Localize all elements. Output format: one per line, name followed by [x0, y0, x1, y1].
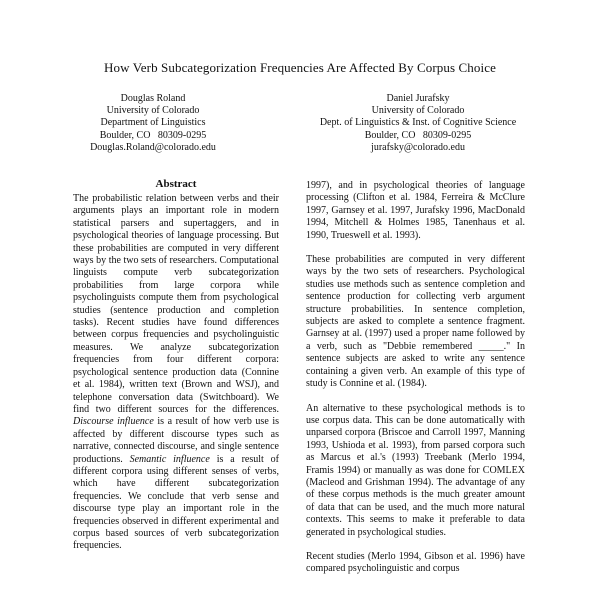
author-address: Boulder, CO 80309-0295 [364, 129, 472, 141]
abstract-text-part1: The probabilistic relation between verbs and their arguments plays an important role in modern statistical parsers and supertaggers, and in psychological theories of language processing. But these probabilities are computed in very different ways by the two sets of researchers. Computational linguists compute verb subcategorization probabilities from large corpora while psycholinguists compute them from psychological studies (sentence production and completion tasks). Recent studies have found differences between corpus frequencies and psycholinguistic measures. We analyze subcategorization frequencies from four different corpora: psychological sentence production data (Connine et al. 1984), written text (Brown and WSJ), and telephone conversation data (Switchboard). We find two different sources for the differences. [73, 193, 279, 415]
author-department: Dept. of Linguistics & Inst. of Cognitive Science [319, 117, 517, 129]
abstract-text-part3: is a result of different corpora using different senses of verbs, which have different subcategorization frequencies. We conclude that verb sense and discourse type play an important role in the frequencies observed in different experimental and corpus based sources of verb subcategorization frequencies. [73, 453, 280, 552]
author-affiliation: University of Colorado [371, 105, 465, 117]
author-email[interactable]: Douglas.Roland@colorado.edu [90, 141, 216, 153]
author-email[interactable]: jurafsky@colorado.edu [371, 141, 465, 153]
author-block-1 [68, 93, 238, 154]
abstract-column [73, 193, 279, 553]
author-address: Boulder, CO 80309-0295 [99, 129, 207, 141]
body-paragraph-3: An alternative to these psychological methods is to use corpus data. This can be done automatically with unparsed corpora (Briscoe and Carroll 1997, Manning 1993, Ushioda et al. 1993), from parsed corpora such as Marcus et al.'s (1993) Treebank (Merlo 1994, Framis 1994) or manually as was done for COMLEX (Macleod and Grishman 1994). The advantage of any of these corpus methods is the much greater amount of data that can be used, and the much more natural contexts. This seems to make it preferable to data generated in psychological studies. [306, 402, 525, 538]
abstract-term-discourse: Discourse influence [73, 416, 154, 428]
abstract-paragraph [73, 193, 279, 553]
body-paragraph-2: These probabilities are computed in very different ways by the two sets of researchers. Psychological studies use methods such as sentence completion and sentence production for collecting verb argument structure probabilities. In sentence completion, subjects are asked to complete a sentence fragment. Garnsey at al. (1997) used a proper name followed by a verb, such as "Debbie remembered _____." In sentence subjects are asked to write any sentence containing a given verb. An example of this type of study is Connine et al. (1984). [306, 254, 525, 390]
author-name: Daniel Jurafsky [386, 93, 450, 104]
body-column-right [306, 180, 525, 576]
body-paragraph-1: 1997), and in psychological theories of language processing (Clifton et al. 1984, Ferreira & McClure 1997, Garnsey et al. 1997, Jurafsky 1996, MacDonald 1994, Mitchell & Holmes 1985, Tanenhaus et al. 1990, Trueswell et al. 1993). [306, 180, 525, 241]
abstract-term-semantic: Semantic influence [129, 453, 210, 465]
body-paragraph-4: Recent studies (Merlo 1994, Gibson et al. 1996) have compared psycholinguistic and corpus [306, 550, 525, 575]
abstract-heading: Abstract [155, 178, 197, 190]
author-block-2 [268, 93, 568, 154]
paper-title: How Verb Subcategorization Frequencies Are Affected By Corpus Choice [104, 60, 496, 75]
author-affiliation: University of Colorado [106, 105, 200, 117]
author-department: Department of Linguistics [100, 117, 206, 129]
author-name: Douglas Roland [120, 93, 186, 104]
abstract-text-part2: is a result of how verb use is affected by different discourse types such as narrative, connected discourse, and single sentence productions. [73, 416, 279, 465]
